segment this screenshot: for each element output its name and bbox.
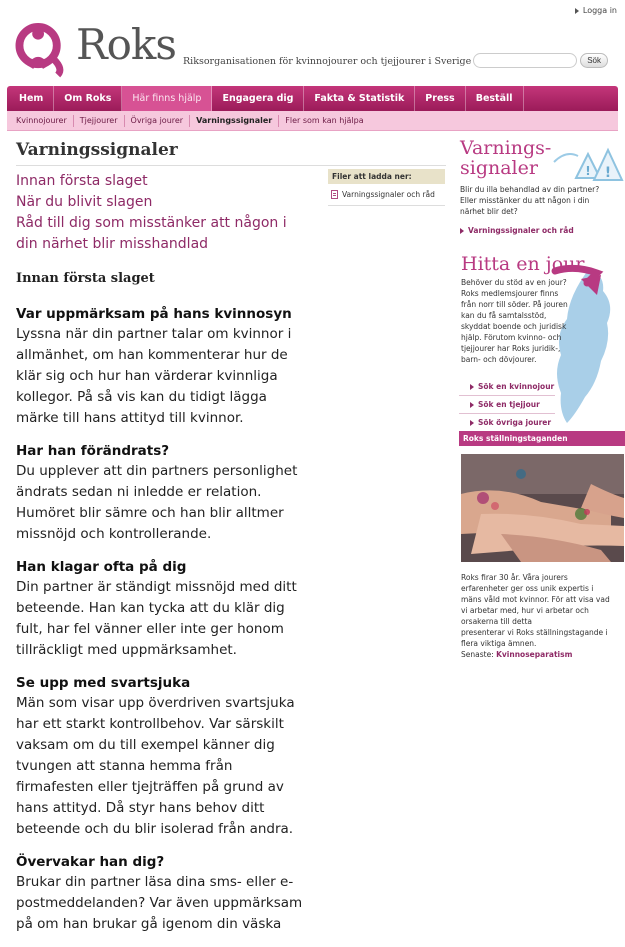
find-shelter-line: tjejjourer har Roks juridik-,	[461, 344, 561, 353]
svg-text:!: !	[604, 165, 612, 181]
stances-heading: Roks ställningstaganden	[459, 431, 625, 446]
logo-wordmark[interactable]: Roks	[76, 20, 176, 69]
toc-link[interactable]: Råd till dig som misstänker att någon i	[16, 215, 287, 231]
subnav-tjejjourer[interactable]: Tjejjourer	[74, 115, 125, 127]
article-block	[16, 673, 321, 840]
warning-link[interactable]	[460, 226, 625, 235]
arrow-icon	[470, 402, 474, 408]
block-heading: Var uppmärksam på hans kvinnosyn	[16, 306, 292, 322]
warning-title: signaler	[460, 157, 538, 179]
warning-link-label: Varningssignaler och råd	[468, 226, 574, 235]
search-kvinnojour-link[interactable]	[459, 378, 555, 396]
stances-line: orsakerna till detta	[461, 617, 532, 626]
downloads-box	[328, 169, 445, 206]
article-block	[16, 852, 321, 935]
svg-text:!: !	[585, 164, 591, 178]
latest-label: Senaste:	[461, 650, 494, 659]
nav-har-finns-hjalp[interactable]: Här finns hjälp	[122, 86, 212, 111]
download-link[interactable]	[328, 184, 445, 206]
nav-om-roks[interactable]: Om Roks	[54, 86, 122, 111]
shelter-search-links	[459, 378, 555, 432]
download-label: Varningssignaler och råd	[342, 190, 435, 199]
sidebar	[455, 131, 625, 917]
warning-text: närhet blir det?	[460, 207, 518, 216]
body-line: postmeddelanden? Var även uppmärksam	[16, 895, 303, 911]
table-of-contents	[16, 171, 316, 255]
body-line: hans attityd. Då styr hans behov ditt	[16, 800, 265, 816]
toc-link[interactable]: Innan första slaget	[16, 173, 148, 189]
search-form	[473, 53, 608, 68]
link-label: Sök övriga jourer	[478, 418, 552, 427]
warning-signals-box	[460, 138, 625, 235]
warning-text: Blir du illa behandlad av din partner?	[460, 185, 600, 194]
hands-tattoo-photo[interactable]	[461, 454, 624, 562]
subnav-fler-som-kan-hjalpa[interactable]: Fler som kan hjälpa	[285, 115, 364, 125]
body-line: allmänhet, om han kommenterar hur de	[16, 347, 288, 363]
body-line: tvungen att stanna hemma från	[16, 758, 233, 774]
latest-stance	[461, 650, 621, 659]
body-line: klär sig och hur han värderar kvinnliga	[16, 368, 278, 384]
search-button[interactable]: Sök	[580, 53, 608, 68]
nav-fakta-statistik[interactable]: Fakta & Statistik	[304, 86, 415, 111]
article-block	[16, 304, 321, 429]
body-line: Lyssna när din partner talar om kvinnor i	[16, 326, 292, 342]
stances-line: vi arbetar med, hur vi arbetar och	[461, 606, 589, 615]
arrow-icon	[575, 8, 579, 14]
search-ovriga-jourer-link[interactable]	[459, 414, 555, 432]
body-line: Din partner är ständigt missnöjd med ditt	[16, 579, 297, 595]
nav-engagera-dig[interactable]: Engagera dig	[212, 86, 304, 111]
find-shelter-line: från norr till söder. På jouren	[461, 300, 568, 309]
subnav-varningssignaler[interactable]: Varningssignaler	[190, 115, 279, 127]
body-line: beteende och du blir isolerad från andra.	[16, 821, 294, 837]
body-line: fult, har fel vänner eller inte ger honom	[16, 621, 284, 637]
block-heading: Har han förändrats?	[16, 443, 170, 459]
body-line: på om han brukar gå igenom din väska	[16, 916, 282, 932]
arrow-icon	[470, 384, 474, 390]
main-content	[7, 131, 451, 932]
find-shelter-line: barn- och dövjourer.	[461, 355, 537, 364]
toc-link[interactable]: När du blivit slagen	[16, 194, 153, 210]
stances-line: mäns våld mot kvinnor. För att visa vad	[461, 595, 610, 604]
block-heading: Övervakar han dig?	[16, 854, 165, 870]
warning-triangles-icon	[552, 142, 622, 182]
article-block	[16, 441, 321, 545]
nav-hem[interactable]: Hem	[9, 86, 54, 111]
find-shelter-line: hjälp. Förutom kvinno- och	[461, 333, 562, 342]
block-heading: Se upp med svartsjuka	[16, 675, 191, 691]
find-shelter-line: Behöver du stöd av en jour?	[461, 278, 567, 287]
find-shelter-line: kan du få samtalsstöd,	[461, 311, 547, 320]
section-heading: Innan första slaget	[16, 271, 155, 286]
body-line: tillräckligt med uppmärksamhet.	[16, 642, 237, 658]
body-line: beteende. Han kan tycka att du klär dig	[16, 600, 285, 616]
body-line: vaksam om du till exempel känner dig	[16, 737, 275, 753]
link-label: Sök en tjejjour	[478, 400, 540, 409]
article-body	[16, 271, 321, 947]
document-icon	[331, 190, 338, 199]
warning-text: Eller misstänker du att någon i din	[460, 196, 590, 205]
stances-line: presenterar vi Roks ställningstagande i	[461, 628, 608, 637]
roks-logo-icon[interactable]	[14, 20, 74, 75]
login-label: Logga in	[582, 6, 617, 15]
body-line: Brukar din partner läsa dina sms- eller e-	[16, 874, 294, 890]
warning-title: Varnings-	[460, 137, 552, 159]
block-heading: Han klagar ofta på dig	[16, 559, 187, 575]
arrow-icon	[460, 228, 464, 234]
body-line: har ett starkt kontrollbehov. Var särskilt	[16, 716, 284, 732]
stances-text	[461, 572, 621, 659]
find-shelter-line: Roks medlemsjourer finns	[461, 289, 559, 298]
nav-bestall[interactable]: Beställ	[466, 86, 524, 111]
body-line: Humöret blir sämre och han blir alltmer	[16, 505, 284, 521]
stances-line: Roks firar 30 år. Våra jourers	[461, 573, 568, 582]
downloads-heading: Filer att ladda ner:	[328, 169, 445, 184]
find-shelter-box	[455, 251, 625, 427]
find-shelter-text	[461, 277, 569, 365]
find-shelter-line: skyddat boende och juridisk	[461, 322, 567, 331]
search-input[interactable]	[473, 53, 577, 68]
body-line: Män som visar upp överdriven svartsjuka	[16, 695, 295, 711]
arrow-icon	[470, 420, 474, 426]
site-header	[14, 18, 614, 80]
body-line: missnöjd och kontrollerande.	[16, 526, 212, 542]
body-line: Du upplever att din partners personlighet	[16, 463, 298, 479]
latest-stance-link[interactable]: Kvinnoseparatism	[496, 650, 573, 659]
body-line: firmafesten eller tjejträffen på grund av	[16, 779, 284, 795]
main-nav	[7, 86, 618, 111]
find-shelter-title: Hitta en jour	[461, 253, 585, 275]
stances-line: flera viktiga ämnen.	[461, 639, 537, 648]
body-line: ändrats sedan ni inledde er relation.	[16, 484, 262, 500]
divider	[16, 165, 446, 166]
toc-link[interactable]: din närhet blir misshandlad	[16, 236, 209, 252]
tagline: Riksorganisationen för kvinnojourer och tjejjourer i Sverige	[183, 56, 472, 67]
link-label: Sök en kvinnojour	[478, 382, 555, 391]
article-block	[16, 557, 321, 661]
login-link[interactable]	[575, 6, 617, 15]
subnav-kvinnojourer[interactable]: Kvinnojourer	[10, 115, 74, 127]
page-title: Varningssignaler	[16, 140, 178, 160]
nav-press[interactable]: Press	[415, 86, 465, 111]
subnav-ovriga-jourer[interactable]: Övriga jourer	[125, 115, 191, 127]
sub-nav	[7, 111, 618, 131]
body-line: märke till hans attityd till kvinnor.	[16, 410, 244, 426]
stances-line: erfarenheter ger oss unik expertis i	[461, 584, 594, 593]
body-line: kollegor. På så vis kan du tidigt lägga	[16, 389, 267, 405]
search-tjejjour-link[interactable]	[459, 396, 555, 414]
